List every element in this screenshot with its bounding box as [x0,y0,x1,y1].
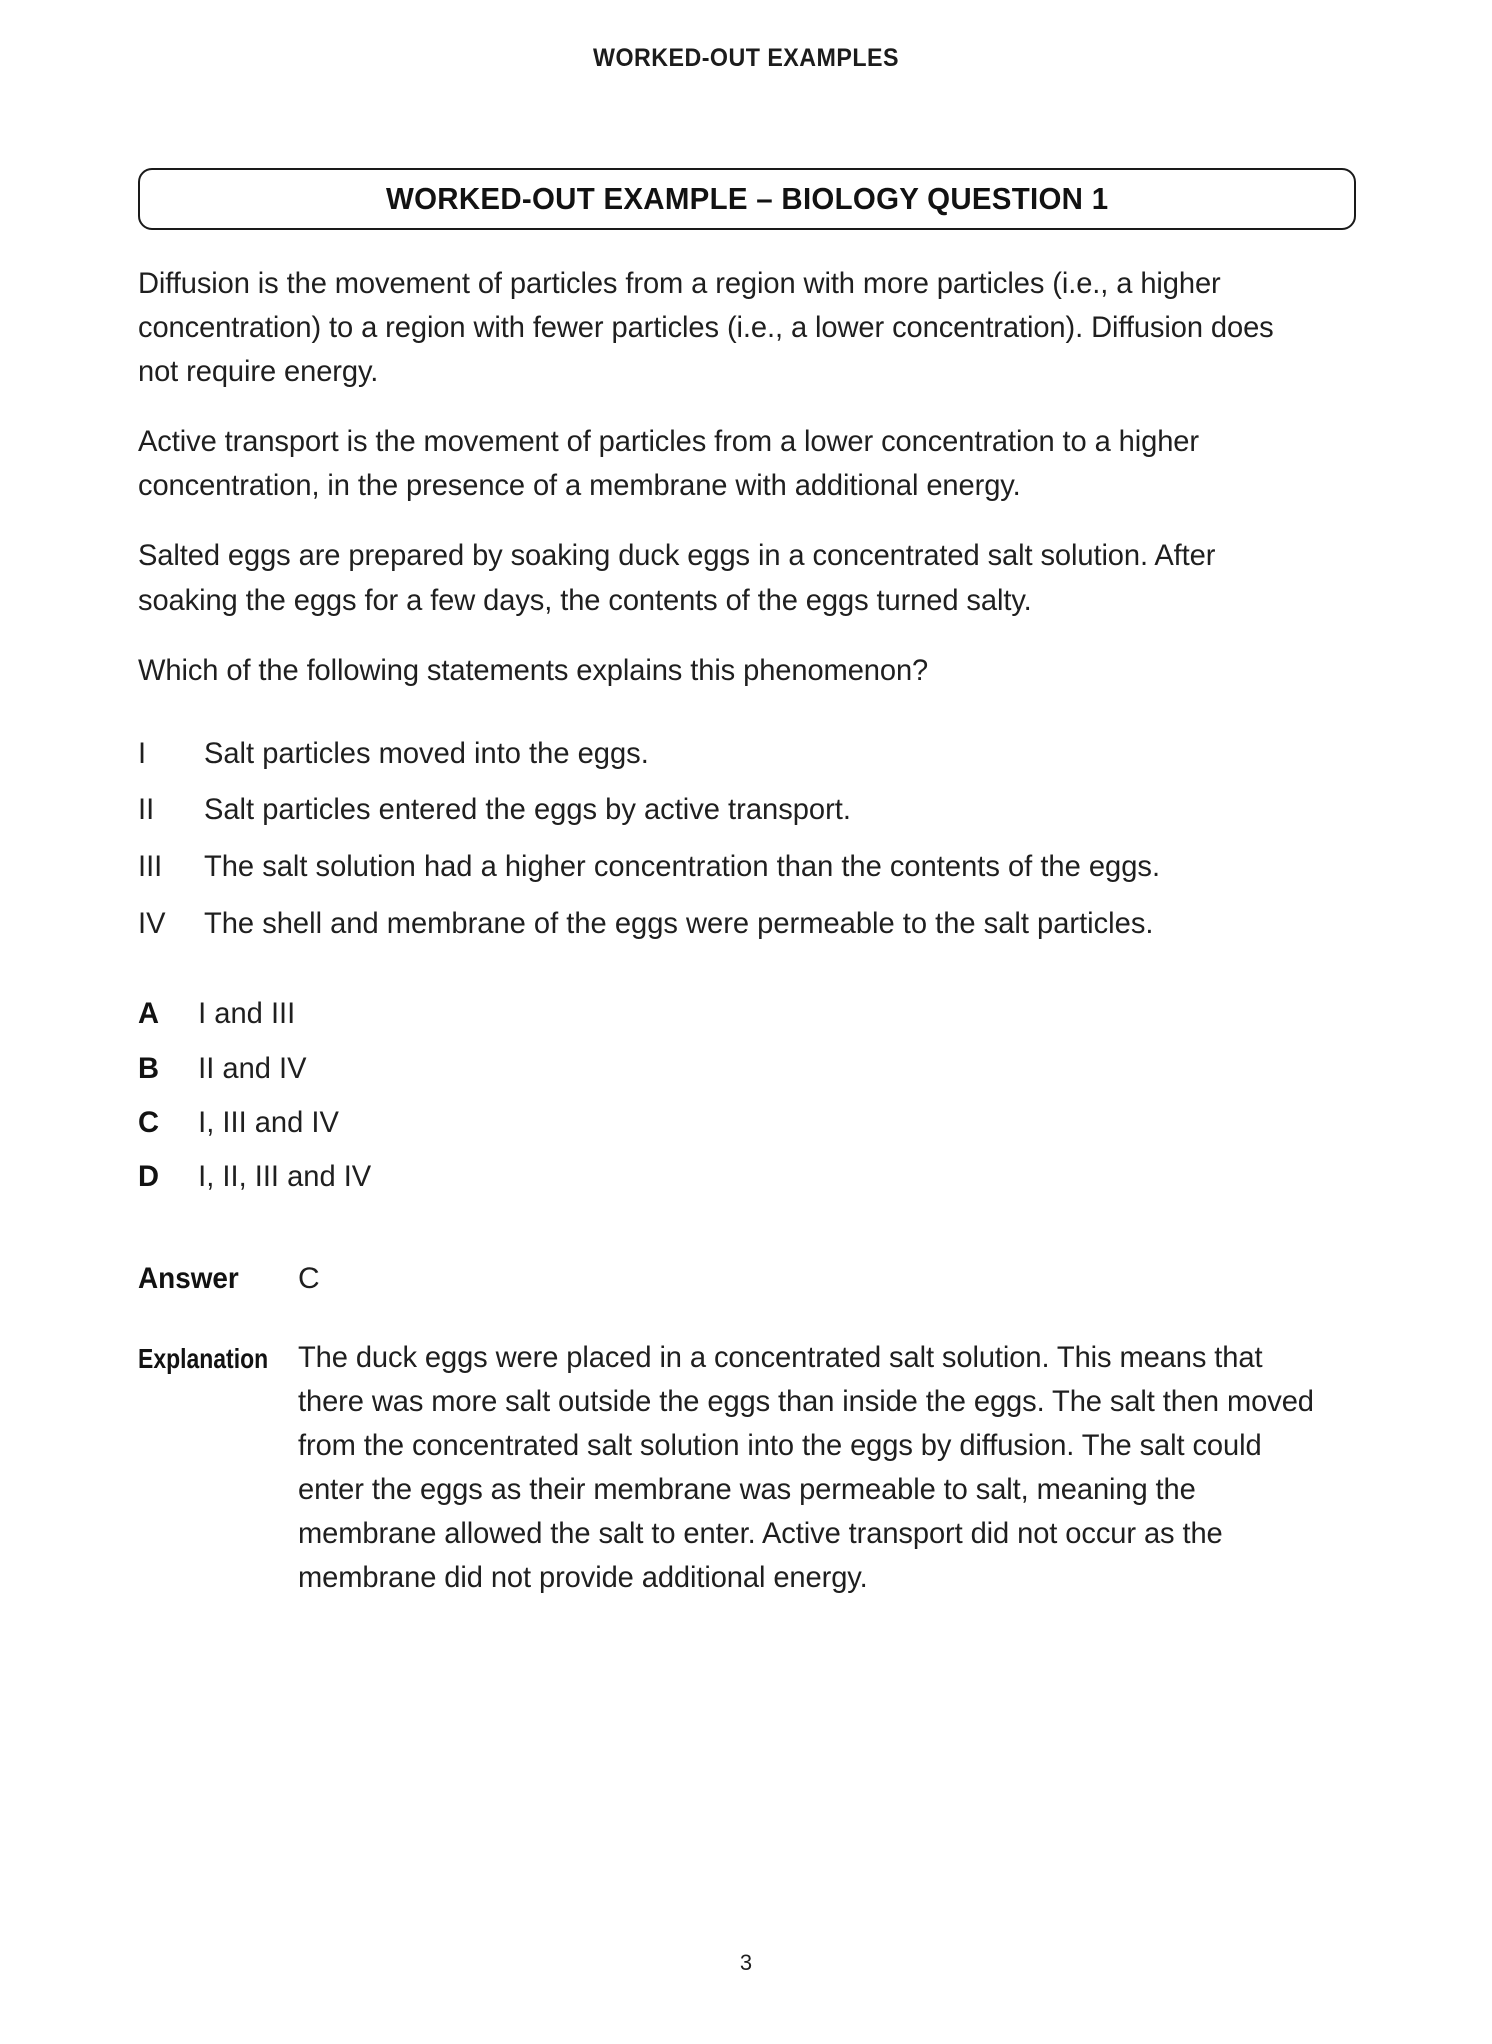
option-b[interactable] [138,1048,1321,1089]
statement-numeral: IV [138,906,166,940]
option-c[interactable] [138,1102,1321,1143]
statement-text: Salt particles moved into the eggs. [203,736,649,770]
example-title: WORKED-OUT EXAMPLE – BIOLOGY QUESTION 1 [385,181,1109,216]
list-item [138,789,1321,832]
list-item [138,903,1321,946]
answer-section [138,1258,1358,1300]
option-text: I, III and IV [198,1105,339,1139]
answer-label: Answer [138,1261,239,1295]
option-a[interactable] [138,993,1321,1034]
question-prompt: Which of the following statements explains this phenomenon? [138,653,929,687]
statement-numeral: II [138,793,155,827]
explanation-section [138,1336,1358,1601]
paragraph-salted-eggs: Salted eggs are prepared by soaking duck eggs in a concentrated salt solution. After soaking the eggs for a few days, the contents of the eggs turned salty. [138,539,1216,617]
statement-text: The salt solution had a higher concentration than the contents of the eggs. [203,849,1161,883]
option-letter: C [138,1105,160,1139]
page-content [138,262,1358,1600]
list-item [138,846,1321,889]
explanation-label: Explanation [138,1342,269,1374]
statement-numeral: I [138,736,147,770]
list-item [138,733,1321,776]
running-header: WORKED-OUT EXAMPLES [593,44,899,72]
statement-text: Salt particles entered the eggs by active transport. [203,793,851,827]
option-d[interactable] [138,1156,1321,1197]
statement-text: The shell and membrane of the eggs were permeable to the salt particles. [203,906,1154,940]
option-letter: A [138,997,160,1031]
explanation-text: The duck eggs were placed in a concentrated salt solution. This means that there was more salt outside the eggs than inside the eggs. The salt then moved from the concentrated salt solution into the eggs by diffusion. The salt could enter the eggs as their membrane was permeable to salt, meaning the membrane allowed the salt to enter. Active transport did not occur as the membrane did not provide additional energy. [298,1340,1314,1595]
option-text: I and III [198,997,296,1031]
statement-numeral: III [138,849,163,883]
statement-list [138,733,1358,945]
answer-options [138,993,1358,1198]
example-title-box [138,168,1356,230]
page-number: 3 [739,1950,753,1975]
option-text: I, II, III and IV [198,1160,372,1194]
paragraph-diffusion: Diffusion is the movement of particles from a region with more particles (i.e., a higher concentration) to a region with fewer particles (i.e., a lower concentration). Diffusion does not require energy. [138,267,1274,389]
paragraph-active-transport: Active transport is the movement of particles from a lower concentration to a higher concentration, in the presence of a membrane with additional energy. [138,425,1199,503]
option-letter: D [138,1160,160,1194]
answer-value: C [298,1261,320,1295]
option-letter: B [138,1051,160,1085]
option-text: II and IV [198,1051,307,1085]
